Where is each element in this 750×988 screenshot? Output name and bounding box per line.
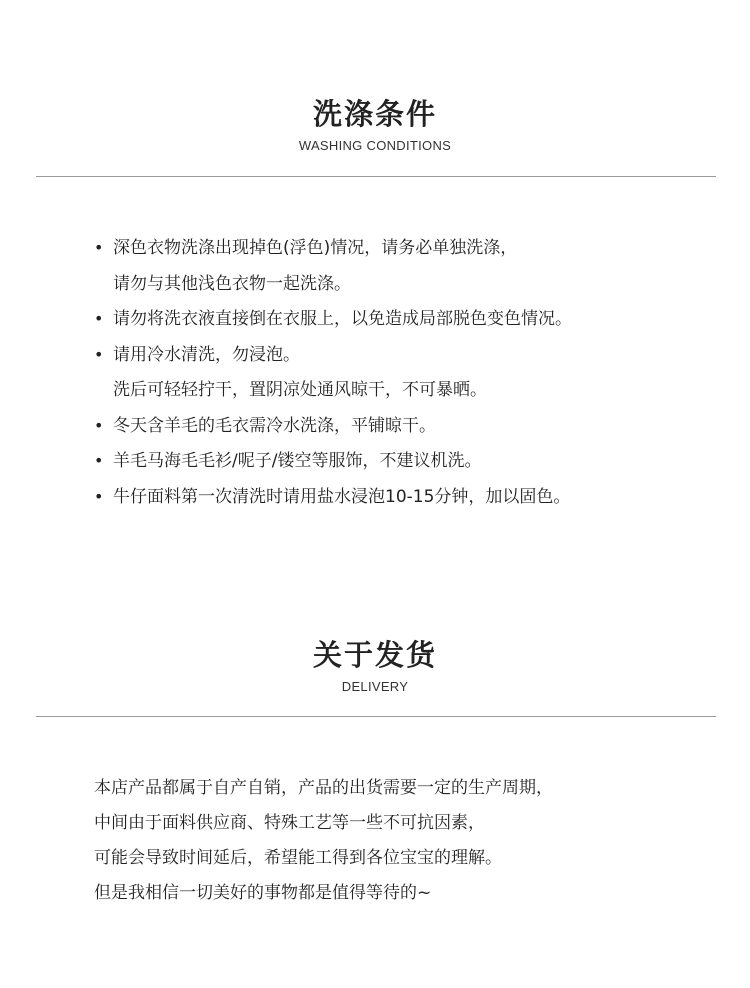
- washing-item-text: 牛仔面料第一次清洗时请用盐水浸泡10-15分钟，加以固色。: [113, 486, 571, 507]
- delivery-text-block: [94, 774, 714, 914]
- washing-subtitle: WASHING CONDITIONS: [298, 138, 452, 153]
- delivery-paragraph-line: 但是我相信一切美好的事物都是值得等待的~: [94, 883, 432, 903]
- washing-item-text: 深色衣物洗涤出现掉色(浮色)情况，请务必单独洗涤，: [113, 238, 518, 258]
- bullet-mark: •: [94, 451, 104, 470]
- washing-list-item: [94, 447, 694, 483]
- washing-item-text: 羊毛马海毛毛衫/呢子/镂空等服饰，不建议机洗。: [113, 451, 482, 471]
- washing-item-text: 冬天含羊毛的毛衣需冷水洗涤，平铺晾干。: [113, 415, 436, 436]
- bullet-mark: •: [94, 309, 104, 328]
- delivery-title: 关于发货: [312, 638, 437, 672]
- bullet-mark: •: [94, 415, 104, 435]
- washing-item-text: 请勿将洗衣液直接倒在衣服上，以免造成局部脱色变色情况。: [113, 309, 572, 329]
- washing-title: 洗涤条件: [312, 97, 437, 131]
- washing-list-item: [94, 270, 694, 306]
- delivery-paragraph-line: 本店产品都属于自产自销，产品的出货需要一定的生产周期，: [94, 778, 553, 798]
- washing-item-text: 请勿与其他浅色衣物一起洗涤。: [113, 273, 351, 294]
- washing-list-item: [94, 341, 694, 377]
- delivery-subtitle: DELIVERY: [341, 679, 409, 694]
- washing-list-item: [94, 376, 694, 412]
- bullet-mark: •: [94, 344, 104, 364]
- washing-list: [94, 234, 694, 518]
- delivery-paragraph-line: 中间由于面料供应商、特殊工艺等一些不可抗因素，: [94, 813, 485, 833]
- bullet-mark: •: [94, 238, 104, 257]
- washing-list-item: [94, 412, 694, 448]
- bullet-mark: •: [94, 486, 104, 506]
- washing-divider: [36, 176, 716, 177]
- delivery-divider: [36, 716, 716, 717]
- washing-list-item: [94, 305, 694, 341]
- delivery-paragraph-line: 可能会导致时间延后，希望能工得到各位宝宝的理解。: [94, 848, 502, 868]
- washing-list-item: [94, 234, 694, 270]
- washing-item-text: 请用冷水清洗，勿浸泡。: [113, 344, 300, 365]
- washing-list-item: [94, 483, 694, 519]
- washing-item-text: 洗后可轻轻拧干，置阴凉处通风晾干，不可暴晒。: [113, 380, 487, 400]
